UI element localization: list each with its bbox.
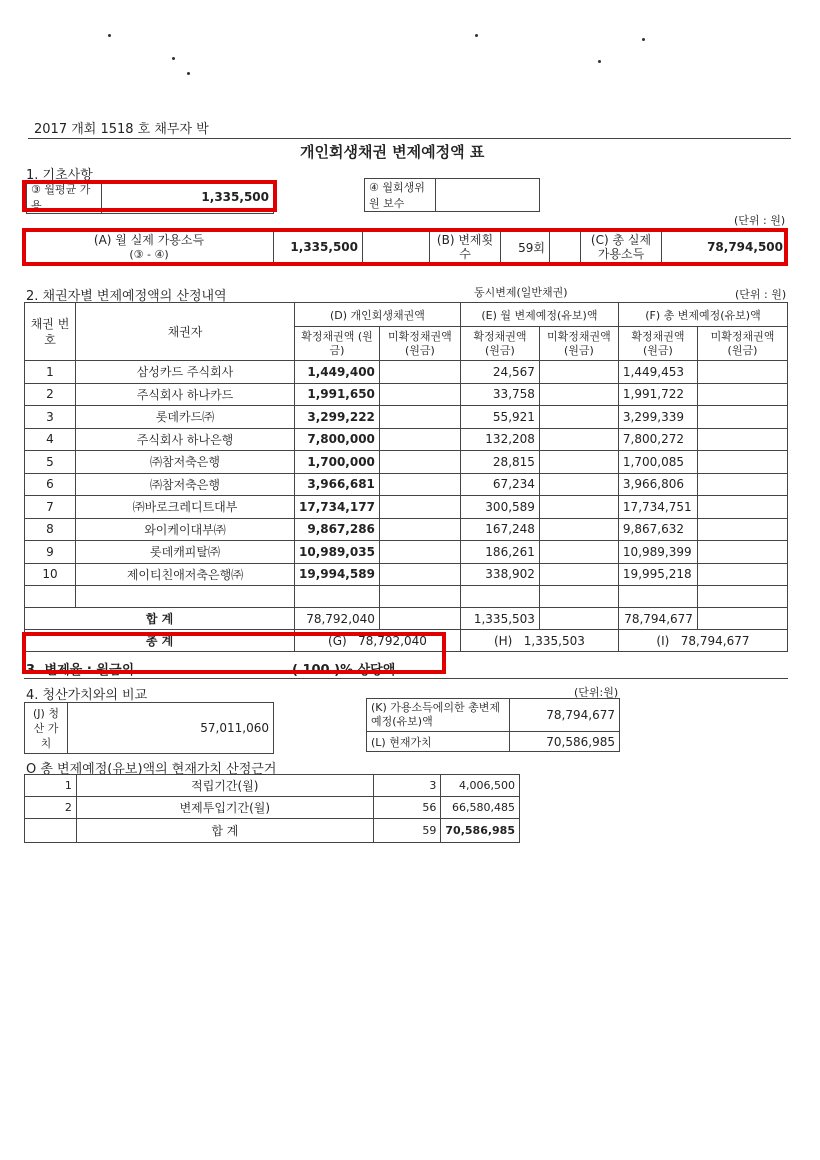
creditor-f-confirmed: 19,995,218	[618, 563, 697, 586]
page-title: 개인회생채권 변제예정액 표	[300, 143, 485, 161]
table-row	[25, 428, 788, 451]
living-cost-value	[436, 179, 540, 212]
section3-rule	[24, 678, 788, 679]
pv-amount: 66,580,485	[441, 797, 520, 819]
section2-unit: (단위 : 원)	[735, 288, 787, 301]
creditor-no: 7	[25, 496, 76, 519]
empty-cell	[460, 586, 539, 608]
creditor-e-unconfirmed	[539, 361, 618, 384]
section2-title: 2. 채권자별 변제예정액의 산정내역	[26, 289, 227, 304]
creditor-e-confirmed: 67,234	[460, 473, 539, 496]
repayment-rate-value: ( 100 )% 상당액	[292, 663, 396, 678]
pv-label: 변제투입기간(월)	[76, 797, 373, 819]
section1-title: 1. 기초사항	[26, 168, 93, 183]
total-i-label: (I)	[656, 633, 670, 648]
a-label: (A) 월 실제 가용소득	[93, 232, 205, 247]
creditor-f-confirmed: 7,800,272	[618, 428, 697, 451]
total-h: 1,335,503	[523, 633, 585, 648]
pv-amount: 4,006,500	[441, 775, 520, 797]
pv-sum-months: 59	[373, 819, 441, 843]
creditor-d-unconfirmed	[379, 428, 460, 451]
pv-months: 3	[373, 775, 441, 797]
header-rule	[28, 138, 791, 139]
empty-cell	[618, 586, 697, 608]
creditor-no: 5	[25, 451, 76, 474]
creditor-e-unconfirmed	[539, 496, 618, 519]
creditor-f-unconfirmed	[697, 563, 787, 586]
creditor-e-confirmed: 167,248	[460, 518, 539, 541]
scan-speck	[598, 60, 601, 63]
table-row	[25, 797, 520, 819]
liquidation-table	[24, 702, 274, 754]
total-h-label: (H)	[493, 633, 513, 648]
creditor-e-unconfirmed	[539, 428, 618, 451]
creditor-f-confirmed: 10,989,399	[618, 541, 697, 564]
creditor-e-unconfirmed	[539, 541, 618, 564]
table-row	[25, 775, 520, 797]
col-d-confirmed: 확정채권액 (원금)	[295, 327, 380, 361]
creditor-e-confirmed: 55,921	[460, 406, 539, 429]
creditor-f-confirmed: 17,734,751	[618, 496, 697, 519]
creditor-d-confirmed: 9,867,286	[295, 518, 380, 541]
creditor-no: 4	[25, 428, 76, 451]
creditor-f-confirmed: 1,991,722	[618, 383, 697, 406]
creditor-f-unconfirmed	[697, 451, 787, 474]
pv-no: 2	[25, 797, 77, 819]
creditor-no: 3	[25, 406, 76, 429]
col-e-confirmed: 확정채권액 (원금)	[460, 327, 539, 361]
table-row	[25, 496, 788, 519]
k-value: 78,794,677	[510, 699, 620, 732]
creditor-name: ㈜참저축은행	[76, 473, 295, 496]
creditor-d-unconfirmed	[379, 361, 460, 384]
pv-label: 적립기간(월)	[76, 775, 373, 797]
creditor-e-unconfirmed	[539, 473, 618, 496]
b-value: 59회	[501, 229, 550, 266]
creditor-d-unconfirmed	[379, 406, 460, 429]
empty-cell	[295, 586, 380, 608]
creditor-d-confirmed: 17,734,177	[295, 496, 380, 519]
creditor-e-confirmed: 28,815	[460, 451, 539, 474]
highlight-monthly-avg	[22, 180, 277, 212]
section4-title: 4. 청산가치와의 비교	[26, 688, 148, 703]
creditor-e-unconfirmed	[539, 451, 618, 474]
creditor-d-unconfirmed	[379, 473, 460, 496]
total-g-label: (G)	[328, 633, 347, 648]
case-info: 2017 개회 1518 호 채무자 박	[34, 122, 209, 137]
col-e-unconfirmed: 미확정채권액 (원금)	[539, 327, 618, 361]
table-row	[25, 563, 788, 586]
creditor-no: 1	[25, 361, 76, 384]
table-row	[25, 473, 788, 496]
table-row	[25, 383, 788, 406]
creditor-f-unconfirmed	[697, 428, 787, 451]
sum-d: 78,792,040	[295, 608, 380, 630]
empty-cell	[76, 586, 295, 608]
total-g: 78,792,040	[358, 633, 427, 648]
creditor-f-unconfirmed	[697, 361, 787, 384]
creditor-name: 주식회사 하나카드	[76, 383, 295, 406]
creditor-d-unconfirmed	[379, 541, 460, 564]
l-value: 70,586,985	[510, 732, 620, 752]
creditor-d-confirmed: 19,994,589	[295, 563, 380, 586]
c-value: 78,794,500	[662, 229, 788, 266]
creditor-e-confirmed: 132,208	[460, 428, 539, 451]
creditor-name: 와이케이대부㈜	[76, 518, 295, 541]
sum-f: 78,794,677	[618, 608, 697, 630]
creditor-f-unconfirmed	[697, 383, 787, 406]
a-sub: (③ - ④)	[129, 247, 169, 261]
creditor-d-unconfirmed	[379, 496, 460, 519]
col-creditor: 채권자	[76, 303, 295, 361]
creditor-d-confirmed: 1,449,400	[295, 361, 380, 384]
creditor-e-confirmed: 338,902	[460, 563, 539, 586]
creditor-f-confirmed: 1,449,453	[618, 361, 697, 384]
creditor-d-confirmed: 7,800,000	[295, 428, 380, 451]
creditor-f-unconfirmed	[697, 473, 787, 496]
section2-method: 동시변제(일반채권)	[474, 286, 568, 299]
creditor-name: ㈜바로크레디트대부	[76, 496, 295, 519]
creditor-f-unconfirmed	[697, 541, 787, 564]
creditor-d-unconfirmed	[379, 383, 460, 406]
creditor-no: 9	[25, 541, 76, 564]
highlight-total-rate	[22, 632, 446, 674]
monthly-avg-value: 1,335,500	[102, 181, 274, 214]
total-i: 78,794,677	[680, 633, 750, 648]
section1-unit: (단위 : 원)	[734, 214, 786, 227]
total-label: 총 계	[25, 630, 295, 652]
col-f-confirmed: 확정채권액 (원금)	[618, 327, 697, 361]
creditor-table	[24, 302, 788, 652]
col-f-unconfirmed: 미확정채권액 (원금)	[697, 327, 787, 361]
col-d-unconfirmed: 미확정채권액 (원금)	[379, 327, 460, 361]
creditor-d-unconfirmed	[379, 451, 460, 474]
table-row	[25, 518, 788, 541]
creditor-e-confirmed: 24,567	[460, 361, 539, 384]
repayment-rate-label: 3. 변제율 : 원금의	[26, 663, 135, 678]
creditor-d-confirmed: 1,991,650	[295, 383, 380, 406]
creditor-d-confirmed: 1,700,000	[295, 451, 380, 474]
empty-cell	[697, 586, 787, 608]
pv-months: 56	[373, 797, 441, 819]
creditor-e-confirmed: 300,589	[460, 496, 539, 519]
col-d: (D) 개인회생채권액	[295, 303, 461, 327]
l-label: (L) 현재가치	[367, 732, 510, 752]
b-label: (B) 변제횟수	[430, 229, 501, 266]
creditor-d-unconfirmed	[379, 518, 460, 541]
creditor-name: 롯데캐피탈㈜	[76, 541, 295, 564]
empty-cell	[379, 608, 460, 630]
highlight-income-summary	[22, 228, 788, 266]
total-i-cell	[618, 630, 787, 652]
creditor-name: 주식회사 하나은행	[76, 428, 295, 451]
creditor-e-unconfirmed	[539, 383, 618, 406]
table-row	[25, 406, 788, 429]
j-value: 57,011,060	[68, 703, 274, 754]
creditor-e-confirmed: 33,758	[460, 383, 539, 406]
scan-speck	[108, 34, 111, 37]
sum-row	[25, 608, 788, 630]
monthly-avg-label: ③ 월평균 가용	[27, 181, 102, 214]
creditor-f-confirmed: 9,867,632	[618, 518, 697, 541]
a-value: 1,335,500	[274, 229, 363, 266]
living-cost-label: ④ 월회생위원 보수	[365, 179, 436, 212]
pv-sum-amount: 70,586,985	[441, 819, 520, 843]
scan-speck	[187, 72, 190, 75]
scan-speck	[475, 34, 478, 37]
section4-unit: (단위:원)	[574, 686, 619, 699]
scan-speck	[172, 57, 175, 60]
sum-label: 합 계	[25, 608, 295, 630]
pv-no: 1	[25, 775, 77, 797]
empty-cell	[25, 819, 77, 843]
table-row	[25, 541, 788, 564]
creditor-d-confirmed: 3,966,681	[295, 473, 380, 496]
creditor-rows	[25, 361, 788, 586]
comparison-table	[366, 698, 620, 752]
creditor-name: 삼성카드 주식회사	[76, 361, 295, 384]
creditor-f-confirmed: 1,700,085	[618, 451, 697, 474]
j-label: (J) 청산 가치	[25, 703, 68, 754]
creditor-name: 제이티친애저축은행㈜	[76, 563, 295, 586]
empty-cell	[379, 586, 460, 608]
creditor-no: 8	[25, 518, 76, 541]
creditor-d-unconfirmed	[379, 563, 460, 586]
creditor-f-unconfirmed	[697, 518, 787, 541]
creditor-no: 6	[25, 473, 76, 496]
creditor-no: 10	[25, 563, 76, 586]
creditor-name: ㈜참저축은행	[76, 451, 295, 474]
empty-cell	[25, 586, 76, 608]
k-label: (K) 가용소득에의한 총변제예정(유보)액	[367, 699, 510, 732]
pv-sum-row	[25, 819, 520, 843]
creditor-f-unconfirmed	[697, 406, 787, 429]
c-label: (C) 총 실제 가용소득	[581, 229, 662, 266]
empty-cell	[539, 608, 618, 630]
creditor-e-confirmed: 186,261	[460, 541, 539, 564]
table-row	[25, 586, 788, 608]
creditor-name: 롯데카드㈜	[76, 406, 295, 429]
creditor-f-confirmed: 3,299,339	[618, 406, 697, 429]
col-no: 채권 번호	[25, 303, 76, 361]
table-row	[25, 451, 788, 474]
total-h-cell	[460, 630, 618, 652]
sum-e: 1,335,503	[460, 608, 539, 630]
creditor-d-confirmed: 3,299,222	[295, 406, 380, 429]
empty-cell	[697, 608, 787, 630]
pv-sum-label: 합 계	[76, 819, 373, 843]
scan-speck	[642, 38, 645, 41]
pv-rows	[25, 775, 520, 819]
section5-title: O 총 변제예정(유보)액의 현재가치 산정근거	[26, 762, 277, 777]
creditor-f-unconfirmed	[697, 496, 787, 519]
col-e: (E) 월 변제예정(유보)액	[460, 303, 618, 327]
present-value-table	[24, 774, 520, 843]
creditor-d-confirmed: 10,989,035	[295, 541, 380, 564]
table-row	[25, 361, 788, 384]
creditor-e-unconfirmed	[539, 406, 618, 429]
col-f: (F) 총 변제예정(유보)액	[618, 303, 787, 327]
creditor-no: 2	[25, 383, 76, 406]
empty-cell	[539, 586, 618, 608]
living-cost-table	[364, 178, 540, 212]
creditor-f-confirmed: 3,966,806	[618, 473, 697, 496]
creditor-e-unconfirmed	[539, 563, 618, 586]
creditor-e-unconfirmed	[539, 518, 618, 541]
